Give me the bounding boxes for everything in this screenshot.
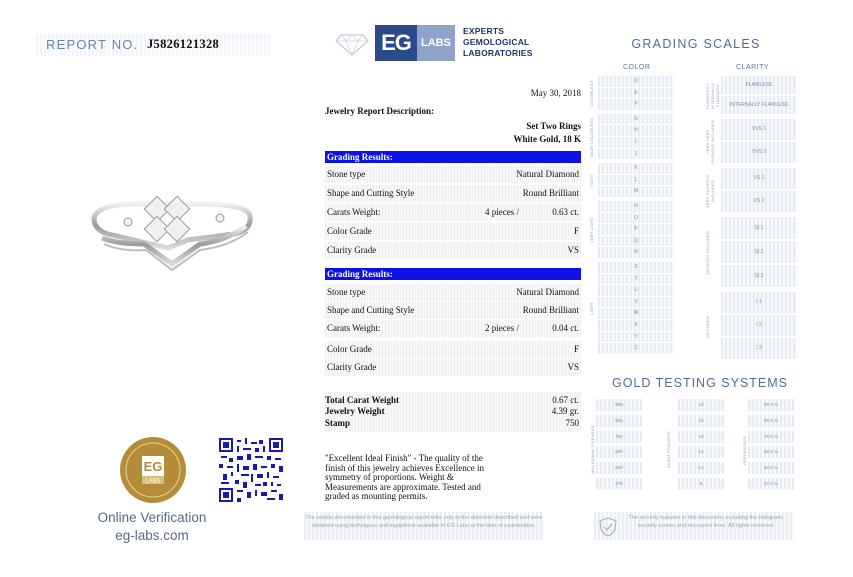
color-group-label: VERY LIGHT xyxy=(589,217,594,243)
color-group-label: COLORLESS xyxy=(589,80,594,107)
color-grade-cell: J xyxy=(598,149,674,160)
row-value: F xyxy=(573,226,579,236)
gold-testing-title: GOLD TESTING SYSTEMS xyxy=(611,376,789,390)
shield-icon xyxy=(599,517,617,537)
row-value: VS xyxy=(567,245,579,255)
gold-column-label: KARAT FINENESS xyxy=(666,431,671,469)
brand-logo-labs: LABS xyxy=(417,25,455,61)
clarity-grade-cell: SI 1 xyxy=(721,217,797,239)
color-grade-cell: M xyxy=(598,186,674,197)
brand-logo-eg: EG xyxy=(375,25,417,61)
clarity-grade-cell: VS 2 xyxy=(721,191,797,212)
gold-value-cell: 500 xyxy=(596,462,642,474)
gold-value-cell: 750 xyxy=(596,431,642,443)
clarity-group-label: FLAWLESS / INTERNALLY FLAWLESS xyxy=(705,82,720,110)
online-verification xyxy=(82,509,222,545)
gold-value-cell: 958 xyxy=(596,415,642,427)
clarity-group-label: VERY SLIGHTLY INCLUDED xyxy=(705,174,715,208)
color-grade-cell: H xyxy=(598,125,674,136)
color-grade-cell: N xyxy=(598,201,674,212)
row-label: Clarity Grade xyxy=(327,362,377,372)
qr-code[interactable] xyxy=(219,438,283,502)
report-date: May 30, 2018 xyxy=(530,88,581,98)
color-grade-cell: F xyxy=(598,99,674,110)
finish-comment: "Excellent Ideal Finish" - The quality of the finish of this jewelry achieves Excellence in symmetry of proportions. Weight & Measurements are approximate. Tested and graded as mounting permits. xyxy=(325,453,484,502)
row-label: Stone type xyxy=(327,169,366,179)
svg-text:LABS: LABS xyxy=(145,478,161,485)
gold-value-cell: 18 xyxy=(678,431,724,443)
color-grade-cell: Z xyxy=(598,343,674,354)
gold-value-cell: 14 xyxy=(678,446,724,458)
online-verification-label: Online Verification xyxy=(97,510,207,525)
color-grade-cell: T xyxy=(598,274,674,285)
color-group-label: FAINT xyxy=(589,174,594,187)
row-value: Round Brilliant xyxy=(522,188,579,198)
lab-seal-logo xyxy=(119,436,187,504)
stone-type-row xyxy=(325,166,581,183)
gold-column-label: MILLESIMAL FINENESS xyxy=(590,425,595,475)
row-label: Carats Weight: xyxy=(327,207,381,217)
clarity-grade-row xyxy=(325,359,581,376)
gold-value-cell: 37.5 % xyxy=(748,478,794,490)
report-body xyxy=(325,0,581,577)
description-item: Set Two Rings xyxy=(526,121,581,131)
pieces-value: 4 pieces / xyxy=(485,207,519,217)
clarity-scale-title: CLARITY xyxy=(736,64,770,71)
color-grade-cell: K xyxy=(598,163,674,174)
ring-photo xyxy=(88,178,258,278)
gold-value-cell: 9 xyxy=(678,478,724,490)
report-number-box xyxy=(36,34,270,56)
color-grade-cell: S xyxy=(598,262,674,273)
color-grade-cell: O xyxy=(598,213,674,224)
verification-url[interactable]: eg-labs.com xyxy=(115,528,189,543)
clarity-group-label: VERY VERY SLIGHTLY INCLUDED xyxy=(705,120,715,164)
carats-row xyxy=(325,320,581,337)
description-metal: White Gold, 18 K xyxy=(513,134,581,144)
row-label: Stamp xyxy=(325,418,351,428)
row-label: Shape and Cutting Style xyxy=(327,305,415,315)
color-grade-row xyxy=(325,223,581,240)
grading-scales-title: GRADING SCALES xyxy=(631,37,761,51)
color-grade-row xyxy=(325,341,581,358)
row-label: Color Grade xyxy=(327,344,372,354)
gold-value-cell: 99.9 % xyxy=(748,399,794,411)
gold-value-cell: 12 xyxy=(678,462,724,474)
gold-value-cell: 999 xyxy=(596,399,642,411)
report-number-label: REPORT NO. xyxy=(46,37,139,52)
color-grade-cell: W xyxy=(598,308,674,319)
total-carat-row xyxy=(325,395,581,406)
carats-row xyxy=(325,204,581,221)
row-value: 0.04 ct. xyxy=(552,323,579,333)
clarity-grade-cell: VS 1 xyxy=(721,168,797,189)
row-value: Round Brilliant xyxy=(522,305,579,315)
clarity-grade-cell: INTERNALLY FLAWLESS xyxy=(721,96,797,114)
row-label: Shape and Cutting Style xyxy=(327,188,415,198)
clarity-grade-cell: SI 2 xyxy=(721,241,797,263)
svg-text:EG: EG xyxy=(143,459,163,474)
color-grade-cell: P xyxy=(598,224,674,235)
shape-row xyxy=(325,185,581,202)
report-number-value: J5826121328 xyxy=(147,37,220,51)
color-grade-cell: X xyxy=(598,320,674,331)
color-grade-cell: Q xyxy=(598,236,674,247)
gold-value-cell: 75.0 % xyxy=(748,431,794,443)
grading-results-header: Grading Results: xyxy=(325,151,581,163)
clarity-grade-cell: FLAWLESS xyxy=(721,76,797,94)
gold-value-cell: 375 xyxy=(596,478,642,490)
row-label: Total Carat Weight xyxy=(325,395,400,405)
clarity-grade-cell: I 2 xyxy=(721,315,797,336)
clarity-group-label: INCLUDED xyxy=(705,315,710,338)
color-grade-cell: G xyxy=(598,114,674,125)
gold-value-cell: 23 xyxy=(678,415,724,427)
color-group-label: LIGHT xyxy=(589,302,594,315)
row-value: VS xyxy=(567,362,579,372)
gold-value-cell: 58.5 % xyxy=(748,446,794,458)
gold-value-cell: 50.0 % xyxy=(748,462,794,474)
pieces-value: 2 pieces / xyxy=(485,323,519,333)
color-grade-cell: E xyxy=(598,88,674,99)
disclaimer-right: The security features in this document, including the hologram, security screen and microprint lines. All rights reserved. xyxy=(594,512,794,540)
brand-line-2: GEMOLOGICAL xyxy=(463,37,530,47)
clarity-grade-cell: I 3 xyxy=(721,338,797,359)
gold-value-cell: 95.8 % xyxy=(748,415,794,427)
disclaimer-left: The results documented in this gemological report refer only to the diamond described and were obtained using techniques and equipment available to EG Labs at the time of examination. xyxy=(304,512,544,540)
stamp-row xyxy=(325,418,581,429)
row-label: Clarity Grade xyxy=(327,245,377,255)
color-grade-cell: Y xyxy=(598,332,674,343)
color-group-label: NEAR COLORLESS xyxy=(589,117,594,157)
clarity-grade-cell: VVS 1 xyxy=(721,119,797,140)
clarity-grade-cell: I 1 xyxy=(721,292,797,313)
row-label: Carats Weight: xyxy=(327,323,381,333)
stone-type-row xyxy=(325,284,581,301)
row-label: Stone type xyxy=(327,287,366,297)
clarity-grade-row xyxy=(325,242,581,259)
description-title: Jewelry Report Description: xyxy=(325,106,434,116)
brand-line-3: LABORATORIES xyxy=(463,48,533,58)
color-grade-cell: L xyxy=(598,175,674,186)
row-value: 4.39 gr. xyxy=(551,406,579,416)
color-grade-cell: U xyxy=(598,285,674,296)
row-value: 0.67 ct. xyxy=(552,395,579,405)
gold-column-label: PERCENTAGE xyxy=(742,435,747,465)
row-value: 0.63 ct. xyxy=(552,207,579,217)
row-value: Natural Diamond xyxy=(516,169,579,179)
color-grade-cell: I xyxy=(598,137,674,148)
grading-results-header: Grading Results: xyxy=(325,268,581,280)
gold-value-cell: 24 xyxy=(678,399,724,411)
color-grade-cell: R xyxy=(598,247,674,258)
color-grade-cell: D xyxy=(598,76,674,87)
color-grade-cell: V xyxy=(598,297,674,308)
row-label: Color Grade xyxy=(327,226,372,236)
brand-line-1: EXPERTS xyxy=(463,26,505,36)
clarity-grade-cell: SI 3 xyxy=(721,265,797,287)
row-value: Natural Diamond xyxy=(516,287,579,297)
color-scale-title: COLOR xyxy=(623,64,651,71)
row-label: Jewelry Weight xyxy=(325,406,385,416)
jewelry-weight-row xyxy=(325,406,581,417)
gold-value-cell: 585 xyxy=(596,446,642,458)
row-value: 750 xyxy=(565,418,579,428)
shape-row xyxy=(325,302,581,319)
row-value: F xyxy=(573,344,579,354)
clarity-grade-cell: VVS 2 xyxy=(721,142,797,163)
clarity-group-label: SLIGHTLY INCLUDED xyxy=(705,231,710,275)
